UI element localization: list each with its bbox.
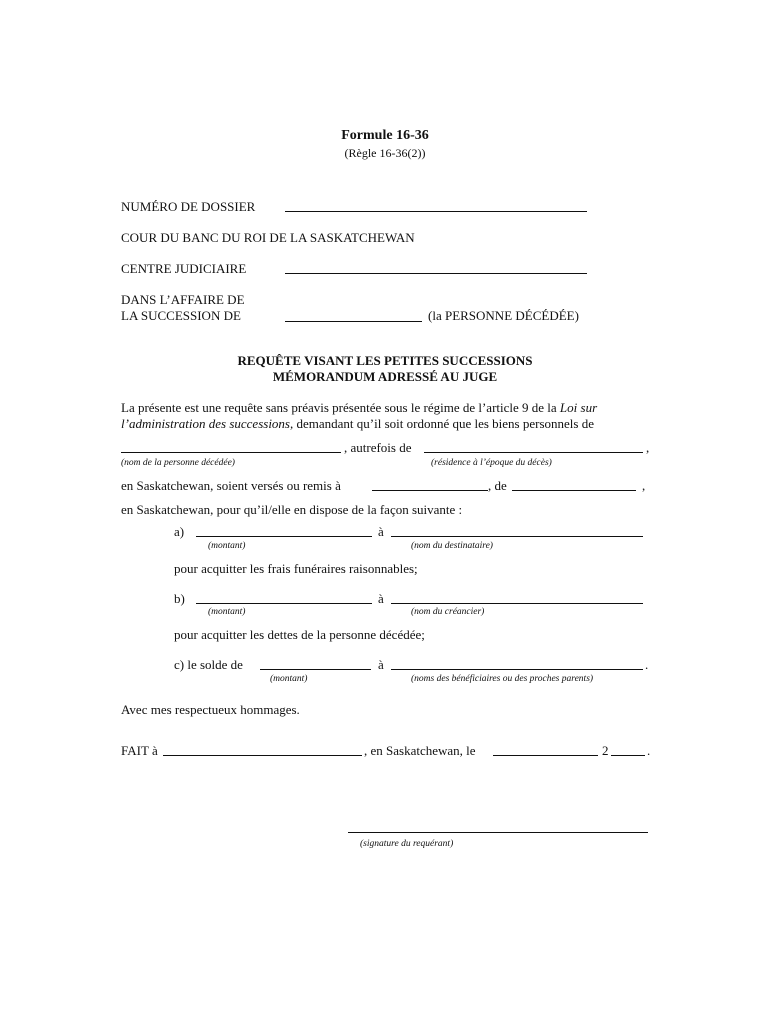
formerly-text: , autrefois de — [344, 440, 412, 455]
deceased-full-name-field[interactable] — [121, 452, 341, 453]
payee-field[interactable] — [372, 490, 488, 491]
item-c-label: c) le solde de — [174, 657, 243, 672]
item-c-to: à — [378, 657, 384, 672]
year-field[interactable] — [611, 755, 645, 756]
item-c-amount-field[interactable] — [260, 669, 371, 670]
payee-address-field[interactable] — [512, 490, 636, 491]
item-c-period: . — [645, 657, 649, 672]
date-field[interactable] — [493, 755, 598, 756]
caption-creditor: (nom du créancier) — [411, 607, 485, 617]
item-b-to: à — [378, 591, 384, 606]
deceased-suffix: (la PERSONNE DÉCÉDÉE) — [428, 308, 579, 323]
deceased-name-field[interactable] — [285, 321, 422, 322]
sask-on-text: , en Saskatchewan, le — [364, 743, 476, 758]
estate-label-line2: LA SUCCESSION DE — [121, 308, 241, 323]
intro-line1: La présente est une requête sans préavis présentée sous le régime de l’article 9 de la Loi sur — [121, 400, 598, 415]
of-text: , de — [488, 478, 507, 493]
comma-2: , — [642, 478, 646, 493]
heading-line2: MÉMORANDUM ADRESSÉ AU JUGE — [272, 369, 498, 384]
form-title: Formule 16-36 — [341, 128, 429, 143]
judicial-centre-field[interactable] — [285, 273, 587, 274]
residence-field[interactable] — [424, 452, 643, 453]
respect-text: Avec mes respectueux hommages. — [121, 702, 300, 717]
file-number-label: NUMÉRO DE DOSSIER — [121, 199, 256, 214]
funeral-text: pour acquitter les frais funéraires raisonnables; — [174, 561, 418, 576]
court-label: COUR DU BANC DU ROI DE LA SASKATCHEWAN — [121, 230, 415, 245]
item-a-recipient-field[interactable] — [391, 536, 643, 537]
caption-beneficiaries: (noms des bénéficiaires ou des proches parents) — [411, 674, 594, 684]
signature-field[interactable] — [348, 832, 648, 833]
done-period: . — [647, 743, 651, 758]
caption-amount-a: (montant) — [208, 541, 246, 551]
form-rule: (Règle 16-36(2)) — [344, 146, 426, 160]
comma: , — [646, 440, 650, 455]
done-at-text: FAIT à — [121, 743, 158, 758]
caption-amount-b: (montant) — [208, 607, 246, 617]
dispose-text: en Saskatchewan, pour qu’il/elle en dispose de la façon suivante : — [121, 502, 463, 517]
item-b-label: b) — [174, 591, 185, 606]
done-place-field[interactable] — [163, 755, 362, 756]
judicial-centre-label: CENTRE JUDICIAIRE — [121, 261, 247, 276]
item-a-to: à — [378, 524, 384, 539]
item-a-label: a) — [174, 524, 185, 539]
caption-recipient: (nom du destinataire) — [411, 541, 493, 551]
item-b-creditor-field[interactable] — [391, 603, 643, 604]
file-number-field[interactable] — [285, 211, 587, 212]
item-a-amount-field[interactable] — [196, 536, 372, 537]
caption-amount-c: (montant) — [270, 674, 308, 684]
item-b-amount-field[interactable] — [196, 603, 372, 604]
heading-line1: REQUÊTE VISANT LES PETITES SUCCESSIONS — [237, 353, 533, 368]
item-c-beneficiaries-field[interactable] — [391, 669, 643, 670]
caption-residence: (résidence à l’époque du décès) — [431, 458, 552, 468]
debts-text: pour acquitter les dettes de la personne décédée; — [174, 627, 425, 642]
intro-line2: l’administration des successions, demandant qu’il soit ordonné que les biens personnels de — [121, 416, 594, 431]
estate-label-line1: DANS L’AFFAIRE DE — [121, 292, 245, 307]
caption-deceased-name: (nom de la personne décédée) — [121, 458, 235, 468]
sask-paid-text: en Saskatchewan, soient versés ou remis à — [121, 478, 341, 493]
caption-signature: (signature du requérant) — [360, 839, 454, 849]
year-prefix: 2 — [602, 743, 609, 758]
